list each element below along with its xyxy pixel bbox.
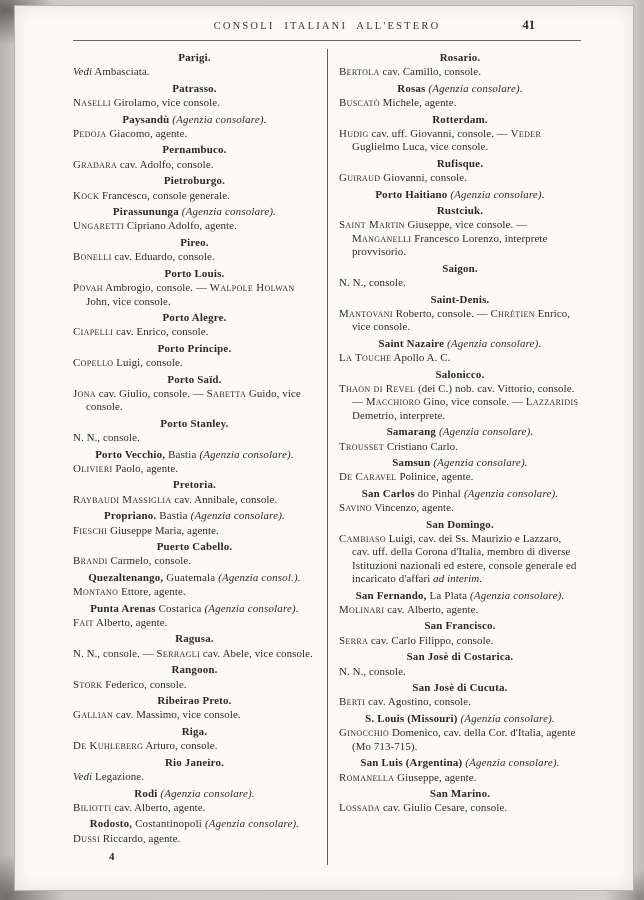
consul-entry xyxy=(339,352,581,365)
text-segment-plain: Gino, vice console. — xyxy=(420,396,526,409)
text-segment-bold: Propriano. xyxy=(104,510,157,523)
text-segment-plain: Arturo, console. xyxy=(143,740,218,753)
text-segment-italic: (Agenzia consolare). xyxy=(465,757,560,770)
consul-entry xyxy=(339,308,581,335)
text-segment-bold: Ribeirao Preto. xyxy=(157,695,232,708)
text-segment-bold: Rotterdam. xyxy=(432,113,488,126)
running-head-title: CONSOLI ITALIANI ALL'ESTERO xyxy=(213,21,441,32)
text-segment-name: Mantovani xyxy=(339,307,393,320)
place-heading xyxy=(339,52,581,65)
text-segment-name: Veder xyxy=(510,128,542,141)
text-segment-name: De Caravel xyxy=(339,471,397,484)
consul-entry xyxy=(73,190,316,203)
text-segment-name: Chrétien xyxy=(490,307,535,320)
text-segment-name: Buscatò xyxy=(339,97,380,110)
text-segment-italic: Vedi xyxy=(73,771,93,784)
text-segment-bold: Rangoon. xyxy=(171,664,218,677)
text-segment-name: Bertola xyxy=(339,66,380,79)
place-heading xyxy=(73,52,316,65)
text-segment-plain: Carmelo, console. xyxy=(107,555,192,568)
text-segment-bold: Salonicco. xyxy=(435,368,485,381)
text-segment-name: De Kuhleberg xyxy=(73,740,144,753)
place-heading xyxy=(73,449,316,462)
text-segment-bold: Parigi. xyxy=(178,52,211,64)
place-heading xyxy=(73,818,316,831)
consul-entry xyxy=(339,66,581,79)
text-segment-bold: San Francisco. xyxy=(424,620,496,633)
text-segment-plain: cav. Alberto, agente. xyxy=(111,801,206,814)
consul-entry xyxy=(73,432,316,445)
place-heading xyxy=(339,488,581,501)
text-segment-bold: Rosas xyxy=(397,82,429,95)
text-segment-bold: Porto Louis. xyxy=(164,267,225,280)
place-heading xyxy=(339,114,581,127)
text-segment-bold: Porto Saïd. xyxy=(167,373,222,386)
place-heading xyxy=(73,374,316,387)
text-segment-plain: Roberto, console. — xyxy=(392,307,491,320)
text-segment-plain: . xyxy=(479,573,483,586)
text-segment-bold: Pretoria. xyxy=(172,479,217,492)
place-heading xyxy=(339,788,581,801)
text-segment-plain: N. N., console. xyxy=(73,432,140,445)
text-segment-name: Savino xyxy=(339,502,372,515)
text-segment-plain: Girolamo, vice console. xyxy=(110,97,221,110)
text-segment-bold: Pietroburgo. xyxy=(163,175,226,188)
text-segment-plain: cav. Alberto, agente. xyxy=(384,604,479,617)
place-heading xyxy=(73,603,316,616)
place-heading xyxy=(339,457,581,470)
consul-entry xyxy=(339,502,581,515)
consul-entry xyxy=(73,525,316,538)
text-segment-bold: Porto Alegre. xyxy=(162,311,227,324)
consul-entry xyxy=(339,172,581,185)
signature-mark: 4 xyxy=(109,851,115,864)
text-segment-bold: Porto Vecchio, xyxy=(95,448,166,461)
place-heading xyxy=(73,175,316,188)
text-segment-bold: Rosario. xyxy=(439,52,481,64)
consul-entry xyxy=(73,740,316,753)
text-segment-italic: (Agenzia consolare). xyxy=(460,712,555,725)
consul-entry xyxy=(73,220,316,233)
text-segment-bold: Pireo. xyxy=(180,236,209,249)
text-segment-name: Romanella xyxy=(339,771,395,784)
text-segment-name: Naselli xyxy=(73,97,111,110)
text-segment-bold: Patrasso. xyxy=(172,82,217,95)
place-heading xyxy=(339,263,581,276)
text-segment-plain: Enrico, vice console. xyxy=(352,307,571,334)
consul-entry xyxy=(73,97,316,110)
text-segment-plain: Giacomo, agente. xyxy=(106,128,188,141)
text-segment-plain: Domenico, cav. della Cor. d'Italia, agente (Mo 713-715). xyxy=(352,727,576,753)
place-heading xyxy=(339,338,581,351)
consul-entry xyxy=(73,833,316,846)
text-segment-plain: Riccardo, agente. xyxy=(99,832,181,845)
text-segment-plain: Luigi, cav. dei Ss. Maurizio e Lazzaro, cav. uff. della Corona d'Italia, membro di diverse Istituzioni nazionali ed estere, console generale ed incaricato d'affari xyxy=(352,533,577,586)
place-heading xyxy=(73,479,316,492)
consul-entry xyxy=(339,441,581,454)
text-segment-name: Cambiaso xyxy=(339,533,386,545)
text-segment-italic: (Agenzia consolare). xyxy=(199,448,294,461)
text-segment-name: Kock xyxy=(73,189,100,202)
text-segment-italic: (Agenzia consolare). xyxy=(463,487,559,500)
text-segment-bold: Saint Nazaire xyxy=(378,337,448,350)
column-left-lines xyxy=(73,52,316,846)
place-heading xyxy=(73,757,316,770)
place-heading xyxy=(73,788,316,801)
text-segment-bold: San Carlos xyxy=(361,487,415,500)
consul-entry xyxy=(73,159,316,172)
consul-entry xyxy=(73,617,316,630)
text-segment-italic: (Agenzia consolare). xyxy=(433,456,528,469)
text-segment-plain: (dei C.) nob. cav. Vittorio, console. — xyxy=(352,382,575,409)
text-segment-italic: (Agenzia consolare). xyxy=(204,818,300,831)
text-segment-plain: Francesco, console generale. xyxy=(99,189,230,202)
text-segment-plain: Luigi, console. xyxy=(113,357,183,370)
text-segment-name: Jona xyxy=(73,387,96,400)
place-heading xyxy=(73,83,316,96)
consul-entry xyxy=(73,555,316,568)
text-segment-bold: Pirassununga xyxy=(112,206,182,219)
text-segment-name: Serra xyxy=(339,634,369,647)
text-segment-italic: (Agenzia consolare). xyxy=(181,206,277,219)
text-segment-name: Macchioro xyxy=(365,396,421,409)
text-segment-italic: (Agenzia consolare). xyxy=(204,602,299,615)
place-heading xyxy=(73,510,316,523)
place-heading xyxy=(73,695,316,708)
place-heading xyxy=(339,757,581,770)
text-segment-bold: S. Louis (Missouri) xyxy=(365,712,461,725)
text-segment-bold: Punta Arenas xyxy=(90,602,156,615)
text-segment-plain: Giovanni, console. xyxy=(380,172,468,185)
place-heading xyxy=(73,664,316,677)
text-segment-name: Lossada xyxy=(339,802,381,815)
page-number: 41 xyxy=(522,18,535,32)
text-segment-plain: Ambasciata. xyxy=(92,66,150,79)
text-segment-plain: Ambrogio, console. — xyxy=(102,282,210,295)
text-segment-name: Sabetta xyxy=(206,387,247,400)
text-segment-plain: Cristiano Carlo. xyxy=(384,440,459,453)
text-segment-plain: cav. Abele, vice console. xyxy=(200,647,313,660)
text-segment-plain: Ettore, agente. xyxy=(118,586,186,599)
consul-entry xyxy=(73,463,316,476)
text-segment-plain: cav. uff. Giovanni, console. — xyxy=(368,128,511,141)
text-segment-name: Gradara xyxy=(73,158,118,171)
consul-entry xyxy=(73,282,316,309)
text-segment-bold: Samsun xyxy=(392,456,434,469)
text-segment-plain: do Pinhal xyxy=(414,487,464,500)
text-segment-plain: Giuseppe, vice console. — xyxy=(404,219,528,232)
text-segment-name: La Touche xyxy=(339,352,392,365)
text-segment-name: Serragli xyxy=(156,647,201,660)
text-segment-italic: (Agenzia consolare). xyxy=(447,337,542,350)
text-segment-plain: cav. Eduardo, console. xyxy=(111,251,215,264)
text-segment-bold: Porto Principe. xyxy=(157,342,232,355)
place-heading xyxy=(339,713,581,726)
text-segment-plain: N. N., console. xyxy=(339,665,406,678)
consul-entry xyxy=(339,219,581,259)
text-segment-name: Copello xyxy=(73,357,114,370)
text-segment-italic: (Agenzia consolare). xyxy=(470,589,565,602)
text-segment-name: Manganelli xyxy=(352,232,412,245)
consul-entry xyxy=(339,471,581,484)
place-heading xyxy=(339,205,581,218)
text-segment-plain: cav. Enrico, console. xyxy=(113,326,209,339)
consul-entry xyxy=(73,586,316,599)
text-segment-plain: cav. Giulio, console. — xyxy=(95,387,207,400)
consul-entry xyxy=(73,66,316,79)
text-segment-plain: Costarica xyxy=(155,602,205,615)
text-segment-name: Fait xyxy=(73,617,94,630)
text-segment-plain: cav. Giulio Cesare, console. xyxy=(380,802,508,815)
text-segment-bold: San Josè di Cucuta. xyxy=(412,682,508,695)
text-segment-bold: San Domingo. xyxy=(426,518,494,531)
text-segment-name: Trousset xyxy=(339,440,385,453)
text-segment-name: Berti xyxy=(339,696,366,709)
place-heading xyxy=(339,158,581,171)
text-segment-plain: Giuseppe Maria, agente. xyxy=(107,524,219,537)
text-segment-plain: cav. Massimo, vice console. xyxy=(113,709,241,722)
consul-entry xyxy=(339,727,581,754)
text-segment-bold: San Luis (Argentina) xyxy=(360,757,466,770)
text-segment-plain: Federico, console. xyxy=(102,678,187,691)
text-segment-italic: (Agenzia consolare). xyxy=(438,426,534,439)
consul-entry xyxy=(339,696,581,709)
text-segment-plain: Costantinopoli xyxy=(132,818,205,831)
text-segment-plain: Alberto, agente. xyxy=(93,617,168,630)
text-segment-italic: (Agenzia consolare). xyxy=(190,510,285,523)
place-heading xyxy=(339,590,581,603)
text-segment-bold: Ragusa. xyxy=(175,633,214,646)
text-segment-plain: Vincenzo, agente. xyxy=(371,502,454,515)
text-segment-name: Raybaudi Massiglia xyxy=(73,493,172,506)
text-segment-bold: Saigon. xyxy=(442,262,478,275)
text-segment-bold: Pernambuco. xyxy=(162,144,227,157)
text-segment-name: Guiraud xyxy=(339,172,381,185)
place-heading xyxy=(73,237,316,250)
consul-entry xyxy=(339,383,581,423)
text-segment-name: Lazzaridis xyxy=(525,396,579,409)
text-segment-name: Ginocchio xyxy=(339,727,390,740)
text-segment-plain: cav. Camillo, console. xyxy=(379,66,482,79)
text-segment-plain: N. N., console. — xyxy=(73,647,157,660)
text-segment-plain: John, vice console. xyxy=(86,295,171,308)
text-segment-plain: Guglielmo Luca, vice console. xyxy=(352,141,489,154)
place-heading xyxy=(73,633,316,646)
text-segment-italic: (Agenzia consolare). xyxy=(172,113,267,126)
text-segment-plain: Francesco Lorenzo, interprete provvisorio. xyxy=(352,232,548,259)
text-segment-plain: Bastia xyxy=(156,510,191,523)
consul-entry xyxy=(73,709,316,722)
consul-entry xyxy=(73,251,316,264)
place-heading xyxy=(339,294,581,307)
text-segment-plain: Bastia xyxy=(165,448,200,461)
text-segment-name: Fieschi xyxy=(73,524,108,537)
text-segment-name: Bonelli xyxy=(73,251,112,264)
text-segment-plain: Apollo A. C. xyxy=(391,352,451,365)
consul-entry xyxy=(339,277,581,290)
place-heading xyxy=(339,519,581,532)
text-segment-italic: Vedi xyxy=(73,66,93,79)
text-segment-name: Biliotti xyxy=(73,801,112,814)
text-segment-plain: cav. Adolfo, console. xyxy=(117,158,214,171)
text-segment-plain: cav. Annibale, console. xyxy=(171,493,278,506)
text-segment-italic: (Agenzia consolare). xyxy=(160,787,255,800)
text-segment-name: Walpole Holwan xyxy=(209,282,295,295)
consul-entry xyxy=(339,802,581,815)
text-segment-bold: Rufisque. xyxy=(436,157,484,170)
consul-entry xyxy=(73,802,316,815)
text-segment-italic: (Agenzia consolare). xyxy=(450,188,545,201)
consul-entry xyxy=(339,533,581,587)
consul-entry xyxy=(339,772,581,785)
text-segment-plain: La Plata xyxy=(426,589,471,602)
consul-entry xyxy=(73,648,316,661)
text-segment-name: Montano xyxy=(73,586,119,599)
consul-entry xyxy=(73,494,316,507)
place-heading xyxy=(339,620,581,633)
text-segment-italic: (Agenzia consolare). xyxy=(428,82,523,95)
consul-entry xyxy=(73,357,316,370)
text-segment-bold: Riga. xyxy=(181,725,208,738)
text-segment-bold: San Josè di Costarica. xyxy=(406,651,514,664)
text-segment-name: Gallian xyxy=(73,709,114,722)
text-segment-plain: Guido, vice console. xyxy=(86,387,301,414)
place-heading xyxy=(73,541,316,554)
consul-entry xyxy=(339,666,581,679)
text-segment-name: Pedoja xyxy=(73,128,107,141)
place-heading xyxy=(339,83,581,96)
header-rule xyxy=(73,40,581,41)
text-segment-bold: Porto Stanley. xyxy=(160,417,229,430)
text-segment-italic: (Agenzia consol.). xyxy=(218,571,301,584)
text-segment-plain: Cipriano Adolfo, agente. xyxy=(124,220,237,233)
text-segment-name: Povah xyxy=(73,282,103,295)
text-segment-bold: San Marino. xyxy=(429,787,491,800)
place-heading xyxy=(339,189,581,202)
text-segment-plain: Guatemala xyxy=(163,571,219,584)
text-segment-bold: Quezaltenango, xyxy=(88,571,164,584)
text-columns xyxy=(73,49,581,865)
place-heading xyxy=(339,426,581,439)
text-segment-bold: Saint-Denis. xyxy=(430,293,490,306)
text-segment-plain: Demetrio, interprete. xyxy=(352,409,446,422)
column-left xyxy=(73,49,327,865)
text-segment-name: Dussi xyxy=(73,832,100,845)
text-segment-name: Ciapelli xyxy=(73,326,114,339)
text-segment-bold: Rodi xyxy=(134,787,161,800)
text-segment-plain: Michele, agente. xyxy=(379,97,457,110)
place-heading xyxy=(73,144,316,157)
text-segment-bold: Rio Janeiro. xyxy=(164,756,225,769)
column-right-lines xyxy=(339,52,581,816)
document-page xyxy=(14,5,634,891)
text-segment-plain: Paolo, agente. xyxy=(112,462,179,475)
text-segment-italic: ad interim xyxy=(433,573,480,586)
text-segment-name: Olivieri xyxy=(73,462,113,475)
text-segment-plain: Giuseppe, agente. xyxy=(394,771,477,784)
place-heading xyxy=(73,206,316,219)
consul-entry xyxy=(339,128,581,155)
place-heading xyxy=(73,418,316,431)
place-heading xyxy=(73,726,316,739)
text-segment-name: Saint Martin xyxy=(339,219,405,232)
column-right xyxy=(327,49,581,865)
page-header xyxy=(73,20,581,36)
text-segment-bold: Samarang xyxy=(386,426,439,439)
consul-entry xyxy=(73,326,316,339)
place-heading xyxy=(73,343,316,356)
consul-entry xyxy=(339,97,581,110)
text-segment-name: Hudig xyxy=(339,128,369,141)
text-segment-bold: Puerto Cabello. xyxy=(156,541,233,553)
text-segment-name: Stork xyxy=(73,678,103,691)
text-segment-bold: San Fernando, xyxy=(355,589,427,602)
place-heading xyxy=(339,651,581,664)
text-segment-name: Brandi xyxy=(73,555,108,568)
place-heading xyxy=(73,312,316,325)
text-segment-name: Molinari xyxy=(339,604,385,617)
text-segment-plain: Legazione. xyxy=(92,771,145,784)
place-heading xyxy=(339,682,581,695)
text-segment-bold: Rustciuk. xyxy=(436,205,484,218)
text-segment-name: Thaon di Revel xyxy=(339,382,416,395)
text-segment-bold: Rodosto, xyxy=(89,818,133,831)
place-heading xyxy=(73,268,316,281)
consul-entry xyxy=(339,635,581,648)
consul-entry xyxy=(73,679,316,692)
consul-entry xyxy=(73,128,316,141)
consul-entry xyxy=(339,604,581,617)
place-heading xyxy=(73,572,316,585)
text-segment-plain: N. N., console. xyxy=(339,277,406,290)
text-segment-name: Ungaretti xyxy=(73,220,125,233)
text-segment-plain: Polinice, agente. xyxy=(396,471,474,484)
consul-entry xyxy=(73,388,316,415)
place-heading xyxy=(73,114,316,127)
text-segment-bold: Porto Haitiano xyxy=(375,188,451,201)
text-segment-bold: Paysandù xyxy=(122,113,173,126)
text-segment-plain: cav. Carlo Filippo, console. xyxy=(368,634,494,647)
consul-entry xyxy=(73,771,316,784)
place-heading xyxy=(339,369,581,382)
page-content xyxy=(73,20,581,878)
text-segment-plain: cav. Agostino, console. xyxy=(365,696,472,709)
